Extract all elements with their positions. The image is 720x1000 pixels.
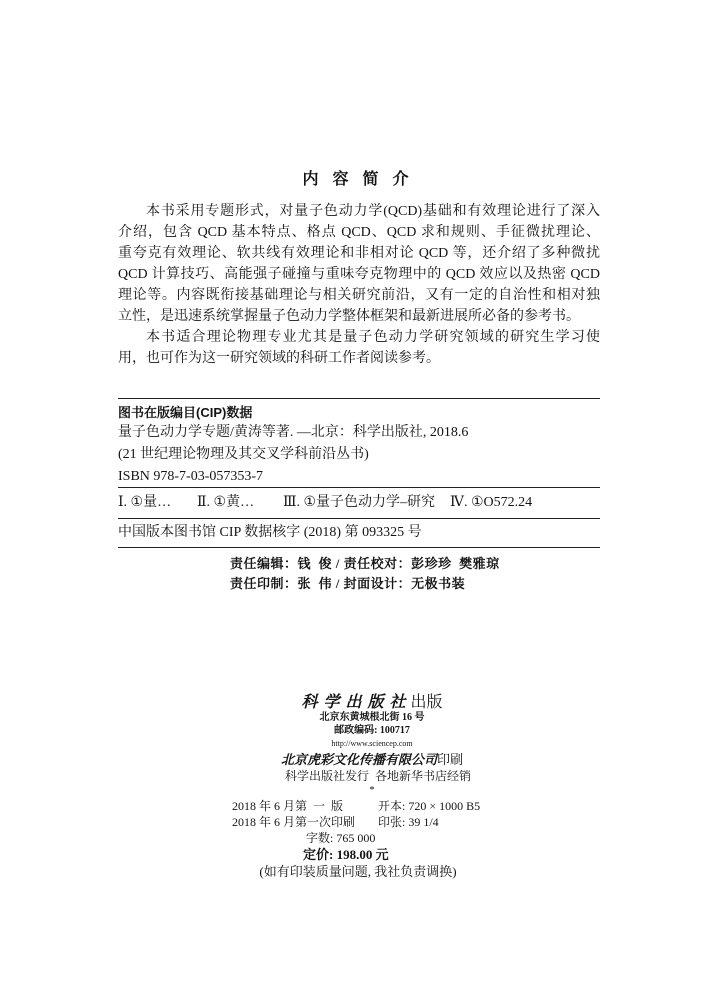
price: 定价: 198.00 元 (303, 847, 389, 862)
credits-editors: 责任编辑：钱 俊 / 责任校对：彭珍珍 樊雅琼 (230, 556, 500, 571)
cip-series: (21 世纪理论物理及其交叉学科前沿丛书) (118, 447, 369, 462)
distribution-line: 科学出版社发行 各地新华书店经销 (284, 769, 471, 783)
publisher-line (272, 693, 472, 713)
paragraph-line: 本书采用专题形式，对量子色动力学(QCD)基础和有效理论进行了深入 (146, 204, 600, 219)
cip-rule (118, 487, 600, 488)
cip-isbn: ISBN 978-7-03-057353-7 (118, 469, 264, 484)
cip-rule (118, 547, 600, 548)
summary-paragraph-1 (118, 201, 600, 327)
cip-subject: Ⅳ. ①O572.24 (450, 495, 533, 510)
cip-subject: Ⅲ. ①量子色动力学–研究 (283, 495, 436, 510)
summary-body (118, 201, 600, 369)
printer-role: 印刷 (437, 752, 464, 767)
cip-subjects (118, 494, 600, 514)
publisher-postcode: 邮政编码: 100717 (334, 725, 410, 736)
publisher-address: 北京东黄城根北街 16 号 (319, 712, 425, 723)
publisher-name: 科 学 出 版 社 (301, 694, 407, 711)
quality-notice: (如有印装质量问题, 我社负责调换) (259, 864, 457, 879)
book-format: 开本: 720 × 1000 B5 (378, 799, 481, 813)
summary-paragraph-2 (118, 327, 600, 369)
cip-subject: Ⅱ. ①黄… (197, 495, 255, 510)
paragraph-line: 介绍，包含 QCD 基本特点、格点 QCD、QCD 求和规则、手征微扰理论、 (118, 225, 600, 240)
cip-citation: 量子色动力学专题/黄涛等著. —北京：科学出版社, 2018.6 (118, 425, 469, 440)
credits-production: 责任印制：张 伟 / 封面设计：无极书装 (230, 576, 466, 591)
printer-line (272, 752, 472, 768)
cip-top-rule (118, 398, 600, 399)
word-count: 字数: 765 000 (306, 831, 376, 845)
summary-title: 内 容 简 介 (302, 171, 414, 188)
paragraph-line: 立性，是迅速系统掌握量子色动力学整体框架和最新进展所必备的参考书。 (118, 309, 580, 324)
paragraph-line: 重夸克有效理论、软共线有效理论和非相对论 QCD 等，还介绍了多种微扰 (118, 246, 600, 261)
cip-subject: Ⅰ. ①量… (118, 495, 172, 510)
printing-date: 2018 年 6 月第一次印刷 (232, 815, 356, 829)
paragraph-line: QCD 计算技巧、高能强子碰撞与重味夸克物理中的 QCD 效应以及热密 QCD (118, 267, 600, 282)
cip-record (118, 422, 600, 488)
edition-date: 2018 年 6 月第 一 版 (232, 799, 344, 813)
paragraph-line: 理论等。内容既衔接基础理论与相关研究前沿，又有一定的自治性和相对独 (118, 288, 600, 303)
cip-record-number: 中国版本图书馆 CIP 数据核字 (2018) 第 093325 号 (118, 525, 422, 540)
publisher-role: 出版 (406, 694, 443, 711)
credits (230, 554, 500, 594)
paragraph-line: 用，也可作为这一研究领域的科研工作者阅读参考。 (118, 351, 440, 366)
cip-heading: 图书在版编目(CIP)数据 (118, 405, 253, 420)
separator-star: * (369, 784, 375, 796)
printer-name: 北京虎彩文化传播有限公司 (280, 752, 437, 767)
cip-rule (118, 518, 600, 519)
paragraph-line: 本书适合理论物理专业尤其是量子色动力学研究领域的研究生学习使 (146, 330, 600, 345)
publisher-website: http://www.sciencep.com (331, 739, 413, 748)
printed-sheets: 印张: 39 1/4 (378, 815, 439, 829)
